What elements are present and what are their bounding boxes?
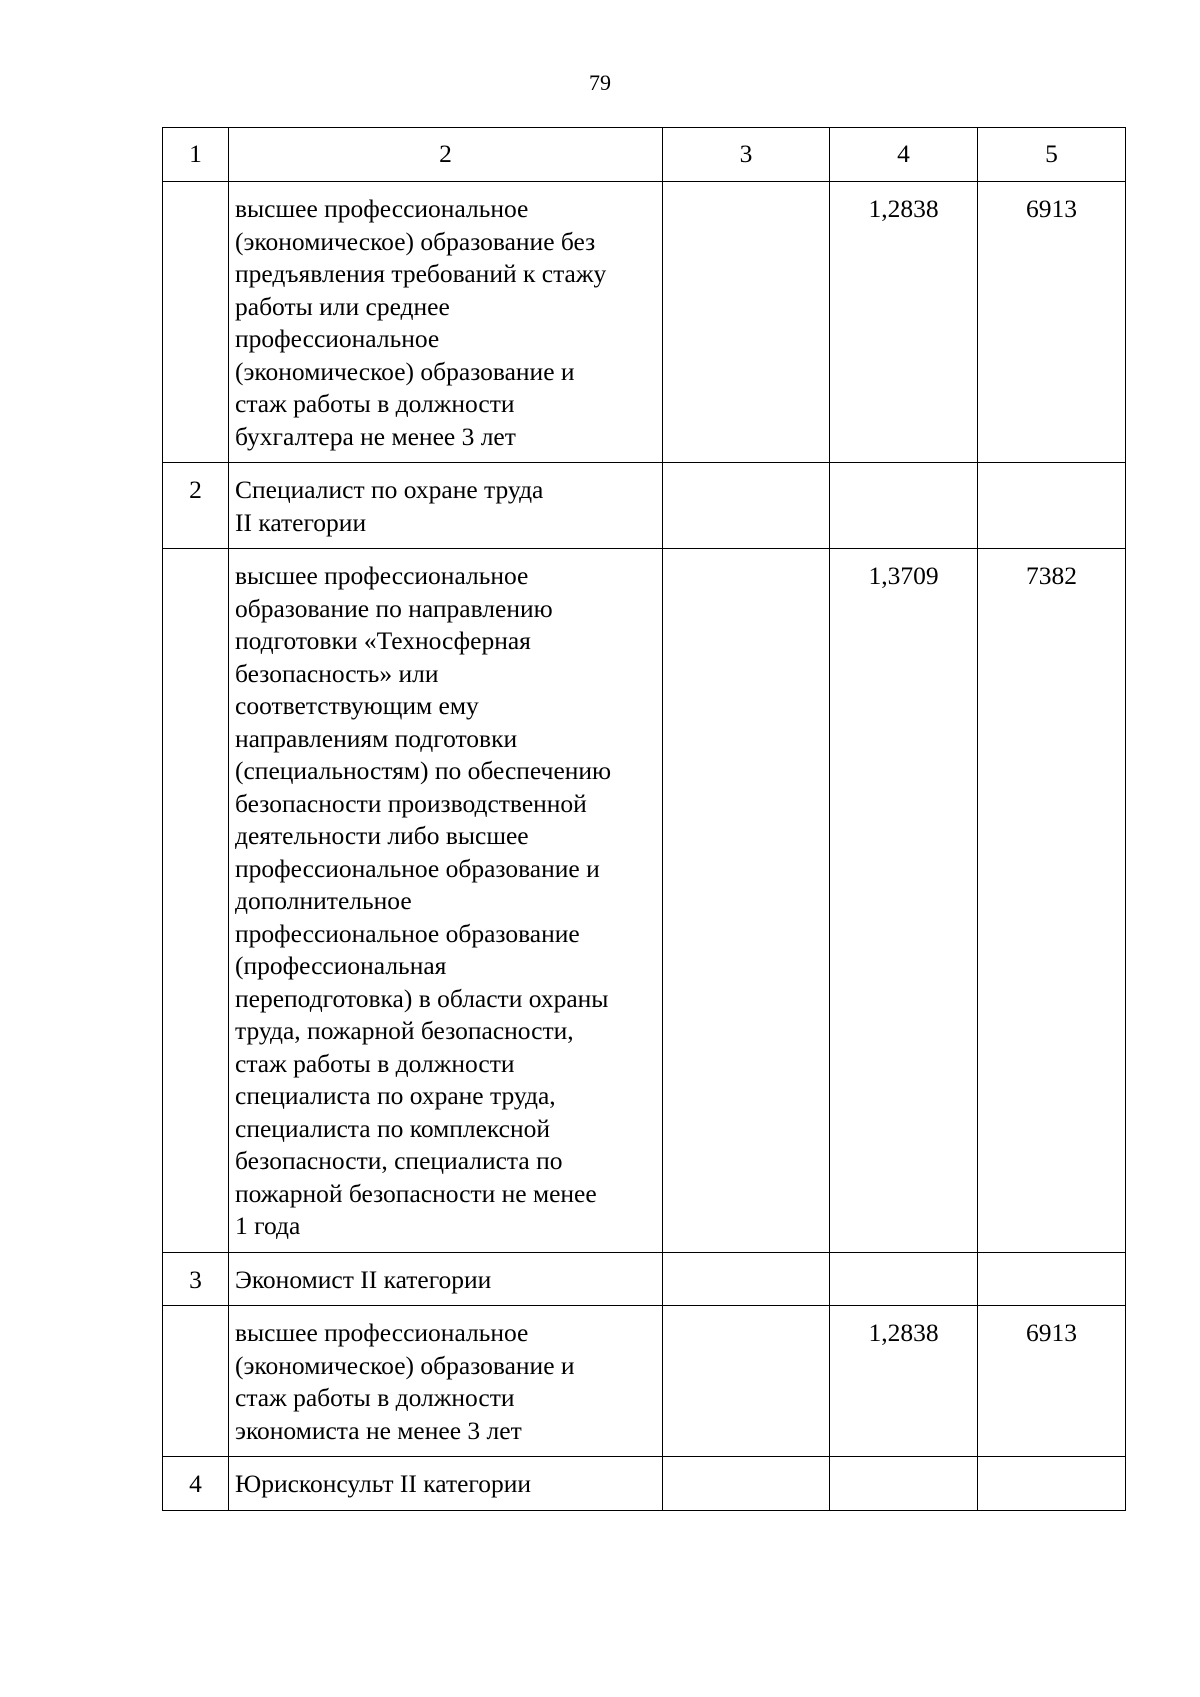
row-col3 [663,549,830,1253]
row-salary: 6913 [978,182,1126,463]
row-description: Специалист по охране труда II категории [229,463,663,549]
row-col3 [663,1306,830,1457]
row-salary [978,463,1126,549]
row-salary: 7382 [978,549,1126,1253]
header-cell-4: 4 [830,128,978,182]
row-number [163,182,229,463]
row-coefficient: 1,3709 [830,549,978,1253]
table-row [163,463,1126,549]
table-header-row [163,128,1126,182]
row-description: Юрисконсульт II категории [229,1457,663,1511]
row-salary: 6913 [978,1306,1126,1457]
row-col3 [663,182,830,463]
page-number: 79 [589,70,611,95]
row-col3 [663,463,830,549]
row-description: Экономист II категории [229,1252,663,1306]
header-cell-3: 3 [663,128,830,182]
qualification-table [162,127,1126,1511]
row-coefficient [830,1457,978,1511]
row-description: высшее профессиональное (экономическое) образование без предъявления требований к стажу работы или среднее профессиональное (экономическое) образование и стаж работы в должности бухгалтера не менее 3 лет [229,182,663,463]
row-coefficient: 1,2838 [830,1306,978,1457]
row-number: 3 [163,1252,229,1306]
row-number: 2 [163,463,229,549]
header-cell-5: 5 [978,128,1126,182]
row-coefficient: 1,2838 [830,182,978,463]
table-row [163,1306,1126,1457]
row-number [163,1306,229,1457]
row-number [163,549,229,1253]
row-description: высшее профессиональное образование по направлению подготовки «Техносферная безопасность» или соответствующим ему направлениям подготовки (специальностям) по обеспечению безопасности производственной деятельности либо высшее профессиональное образование и дополнительное профессиональное образование (профессиональная переподготовка) в области охраны труда, пожарной безопасности, стаж работы в должности специалиста по охране труда, специалиста по комплексной безопасности, специалиста по пожарной безопасности не менее 1 года [229,549,663,1253]
row-coefficient [830,1252,978,1306]
row-col3 [663,1252,830,1306]
table-row [163,549,1126,1253]
header-cell-1: 1 [163,128,229,182]
row-description: высшее профессиональное (экономическое) образование и стаж работы в должности экономиста не менее 3 лет [229,1306,663,1457]
row-salary [978,1252,1126,1306]
header-cell-2: 2 [229,128,663,182]
row-col3 [663,1457,830,1511]
table-row [163,1457,1126,1511]
row-coefficient [830,463,978,549]
row-number: 4 [163,1457,229,1511]
table-row [163,182,1126,463]
row-salary [978,1457,1126,1511]
table-row [163,1252,1126,1306]
